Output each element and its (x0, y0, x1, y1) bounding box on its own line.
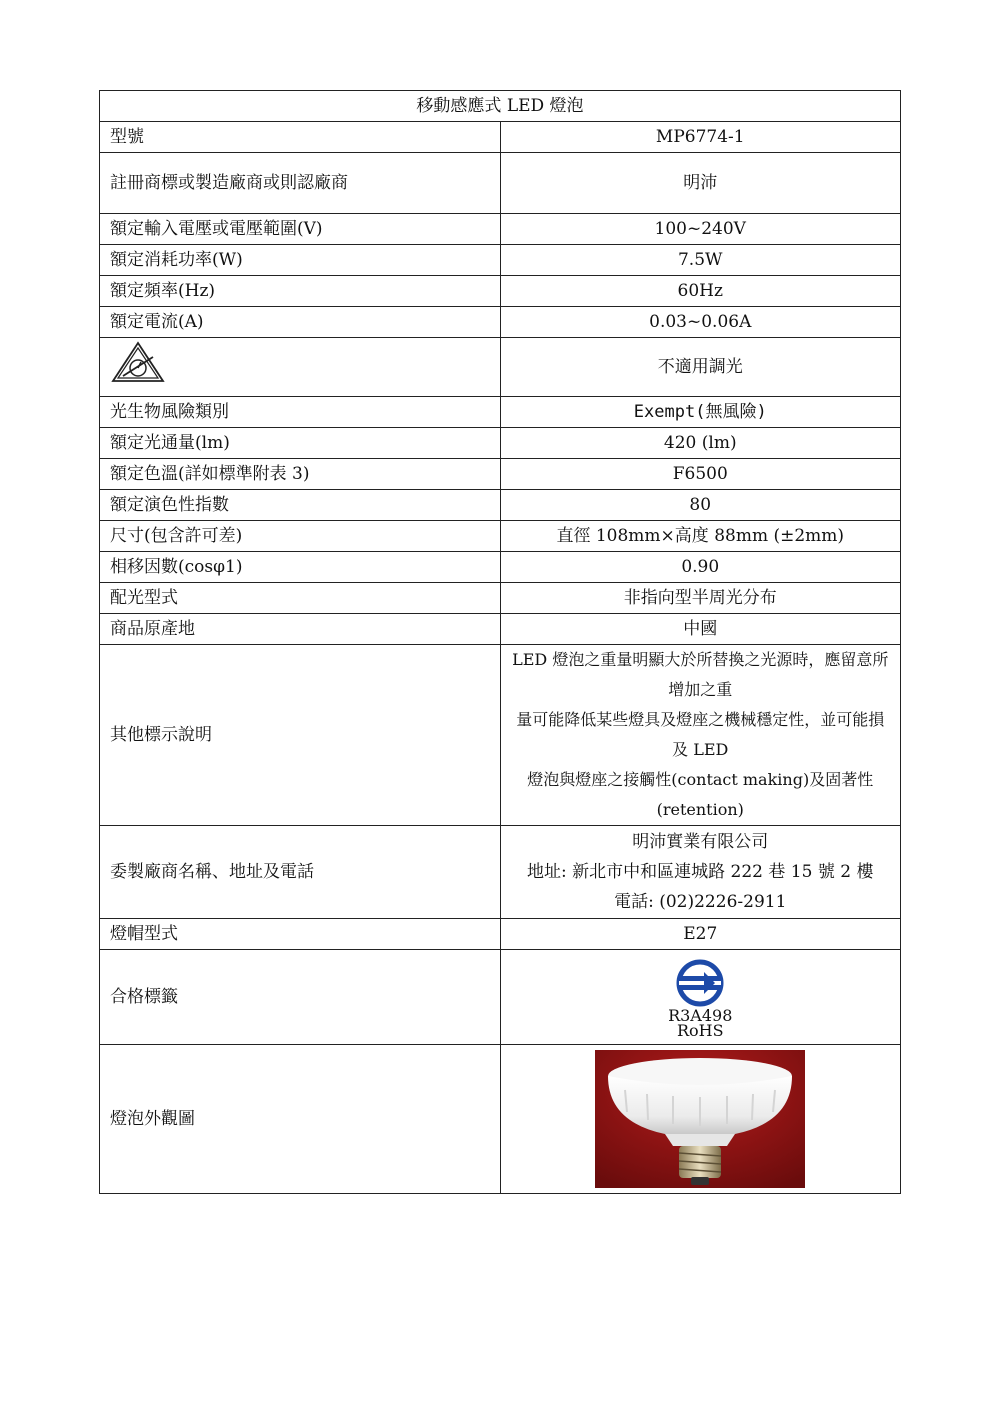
manufacturer-value (500, 826, 901, 919)
notes-line-1: LED 燈泡之重量明顯大於所替換之光源時，應留意所增加之重 (512, 650, 889, 699)
row-cap (100, 919, 901, 950)
row-appearance (100, 1045, 901, 1194)
cert-value (500, 950, 901, 1045)
row-origin (100, 614, 901, 645)
cert-label: 合格標籤 (100, 950, 501, 1045)
row-pf (100, 552, 901, 583)
cri-label: 額定演色性指數 (100, 490, 501, 521)
row-size (100, 521, 901, 552)
row-brand (100, 153, 901, 214)
distribution-value: 非指向型半周光分布 (500, 583, 901, 614)
manufacturer-address: 地址: 新北市中和區連城路 222 巷 15 號 2 樓 (527, 862, 874, 882)
origin-label: 商品原產地 (100, 614, 501, 645)
row-notes (100, 645, 901, 826)
photobio-label: 光生物風險類別 (100, 397, 501, 428)
appearance-value (500, 1045, 901, 1194)
no-dimming-icon (110, 340, 166, 384)
origin-value: 中國 (500, 614, 901, 645)
cert-code: R3A498 (668, 1006, 733, 1025)
voltage-label: 額定輸入電壓或電壓範圍(V) (100, 214, 501, 245)
pf-value: 0.90 (500, 552, 901, 583)
brand-value: 明沛 (500, 153, 901, 214)
power-label: 額定消耗功率(W) (100, 245, 501, 276)
row-flux (100, 428, 901, 459)
frequency-value: 60Hz (500, 276, 901, 307)
spec-table (99, 90, 901, 1194)
pf-label: 相移因數(cosφ1) (100, 552, 501, 583)
cap-value: E27 (500, 919, 901, 950)
power-value: 7.5W (500, 245, 901, 276)
size-value: 直徑 108mm×高度 88mm (±2mm) (500, 521, 901, 552)
row-dimming (100, 338, 901, 397)
flux-label: 額定光通量(lm) (100, 428, 501, 459)
dimming-value: 不適用調光 (500, 338, 901, 397)
cri-value: 80 (500, 490, 901, 521)
dimming-icon-cell (100, 338, 501, 397)
row-distribution (100, 583, 901, 614)
manufacturer-name: 明沛實業有限公司 (632, 832, 769, 852)
row-model (100, 122, 901, 153)
notes-value (500, 645, 901, 826)
row-current (100, 307, 901, 338)
model-label: 型號 (100, 122, 501, 153)
distribution-label: 配光型式 (100, 583, 501, 614)
row-cert (100, 950, 901, 1045)
cct-value: F6500 (500, 459, 901, 490)
flux-value: 420 (lm) (500, 428, 901, 459)
row-cri (100, 490, 901, 521)
row-frequency (100, 276, 901, 307)
row-power (100, 245, 901, 276)
brand-label: 註冊商標或製造廠商或則認廠商 (100, 153, 501, 214)
photobio-value: Exempt(無風險) (500, 397, 901, 428)
current-value: 0.03~0.06A (500, 307, 901, 338)
bulb-photo (595, 1050, 805, 1188)
bsmi-mark-icon (675, 958, 725, 1008)
frequency-label: 額定頻率(Hz) (100, 276, 501, 307)
size-label: 尺寸(包含許可差) (100, 521, 501, 552)
row-cct (100, 459, 901, 490)
cap-label: 燈帽型式 (100, 919, 501, 950)
notes-label: 其他標示說明 (100, 645, 501, 826)
table-title: 移動感應式 LED 燈泡 (100, 91, 901, 122)
model-value: MP6774-1 (500, 122, 901, 153)
row-photobio (100, 397, 901, 428)
current-label: 額定電流(A) (100, 307, 501, 338)
appearance-label: 燈泡外觀圖 (100, 1045, 501, 1194)
notes-line-3: 燈泡與燈座之接觸性(contact making)及固著性(retention) (527, 770, 874, 819)
row-voltage (100, 214, 901, 245)
bulb-illustration (595, 1050, 805, 1188)
manufacturer-phone: 電話: (02)2226-2911 (614, 892, 787, 912)
cert-rohs: RoHS (676, 1021, 724, 1040)
notes-line-2: 量可能降低某些燈具及燈座之機械穩定性，並可能損及 LED (516, 710, 885, 759)
voltage-value: 100~240V (500, 214, 901, 245)
manufacturer-label: 委製廠商名稱、地址及電話 (100, 826, 501, 919)
row-manufacturer (100, 826, 901, 919)
cct-label: 額定色溫(詳如標準附表 3) (100, 459, 501, 490)
